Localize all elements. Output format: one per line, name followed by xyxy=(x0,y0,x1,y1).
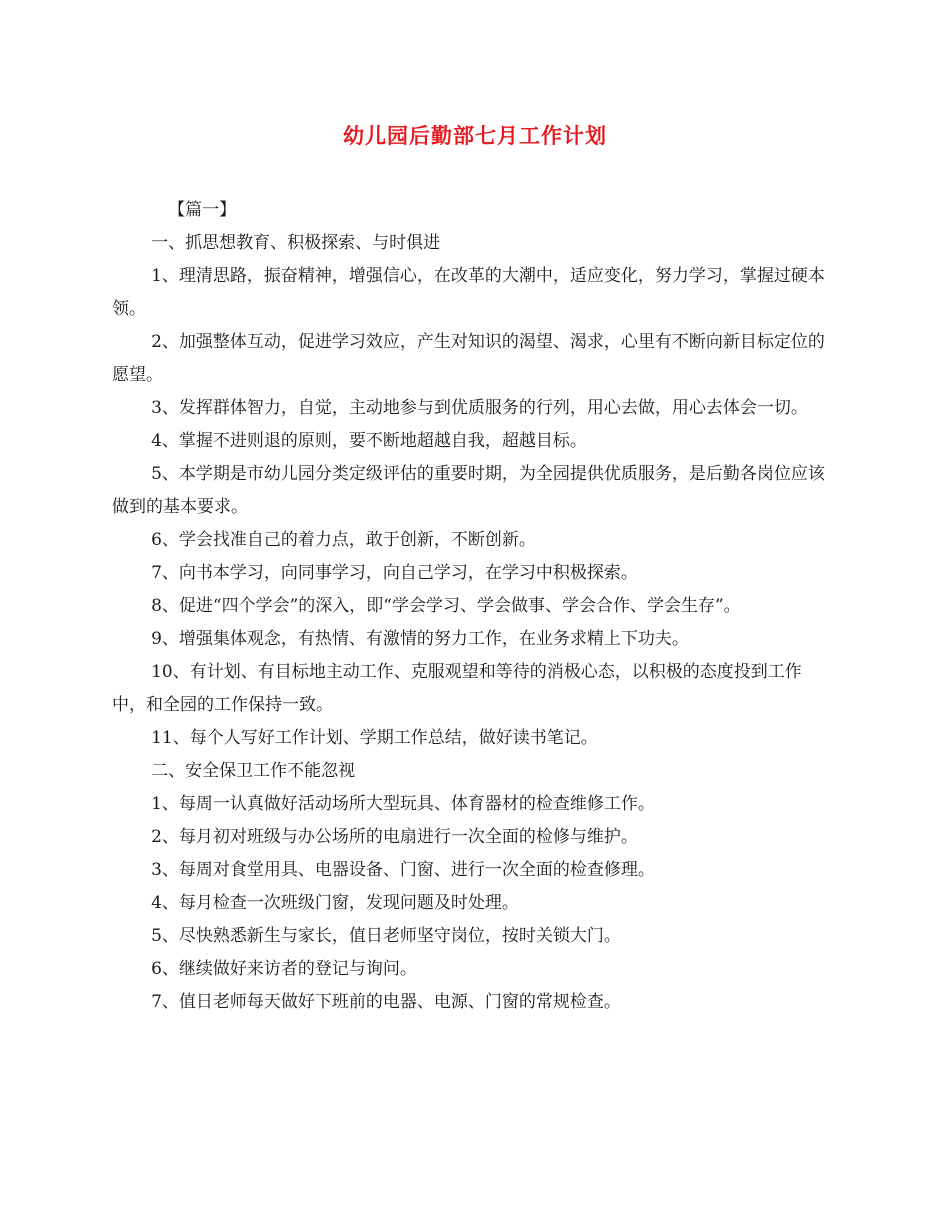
list-item: 2、加强整体互动，促进学习效应，产生对知识的渴望、渴求，心里有不断向新目标定位的愿望。 xyxy=(112,332,825,385)
list-item: 5、尽快熟悉新生与家长，值日老师坚守岗位，按时关锁大门。 xyxy=(151,926,621,946)
list-item: 1、每周一认真做好活动场所大型玩具、体育器材的检查维修工作。 xyxy=(151,794,655,814)
list-item: 6、继续做好来访者的登记与询问。 xyxy=(151,959,417,979)
list-item: 7、向书本学习，向同事学习，向自己学习，在学习中积极探索。 xyxy=(151,563,638,583)
list-item: 3、每周对食堂用具、电器设备、门窗、进行一次全面的检查修理。 xyxy=(151,860,655,880)
document-title: 幼儿园后勤部七月工作计划 xyxy=(343,123,607,148)
list-item: 6、学会找准自己的着力点，敢于创新，不断创新。 xyxy=(151,530,536,550)
section-heading: 二、安全保卫工作不能忽视 xyxy=(151,761,356,781)
list-item: 4、每月检查一次班级门窗，发现问题及时处理。 xyxy=(151,893,519,913)
list-item: 3、发挥群体智力，自觉，主动地参与到优质服务的行列，用心去做，用心去体会一切。 xyxy=(151,398,808,418)
section-label: 【篇一】 xyxy=(168,200,237,220)
list-item: 5、本学期是市幼儿园分类定级评估的重要时期，为全园提供优质服务，是后勤各岗位应该做到的基本要求。 xyxy=(112,464,825,517)
list-item: 1、理清思路，振奋精神，增强信心，在改革的大潮中，适应变化，努力学习，掌握过硬本领。 xyxy=(112,266,825,319)
list-item: 9、增强集体观念，有热情、有激情的努力工作，在业务求精上下功夫。 xyxy=(151,629,689,649)
list-item: 8、促进“四个学会”的深入，即“学会学习、学会做事、学会合作、学会生存”。 xyxy=(151,596,741,616)
section-heading: 一、抓思想教育、积极探索、与时俱进 xyxy=(151,233,441,253)
list-item: 10、有计划、有目标地主动工作、克服观望和等待的消极心态，以积极的态度投到工作中，和全园的工作保持一致。 xyxy=(112,662,802,715)
document-body xyxy=(112,194,832,1019)
list-item: 4、掌握不进则退的原则，要不断地超越自我，超越目标。 xyxy=(151,431,587,451)
list-item: 11、每个人写好工作计划、学期工作总结，做好读书笔记。 xyxy=(151,728,598,748)
list-item: 2、每月初对班级与办公场所的电扇进行一次全面的检修与维护。 xyxy=(151,827,638,847)
list-item: 7、值日老师每天做好下班前的电器、电源、门窗的常规检查。 xyxy=(151,992,621,1012)
